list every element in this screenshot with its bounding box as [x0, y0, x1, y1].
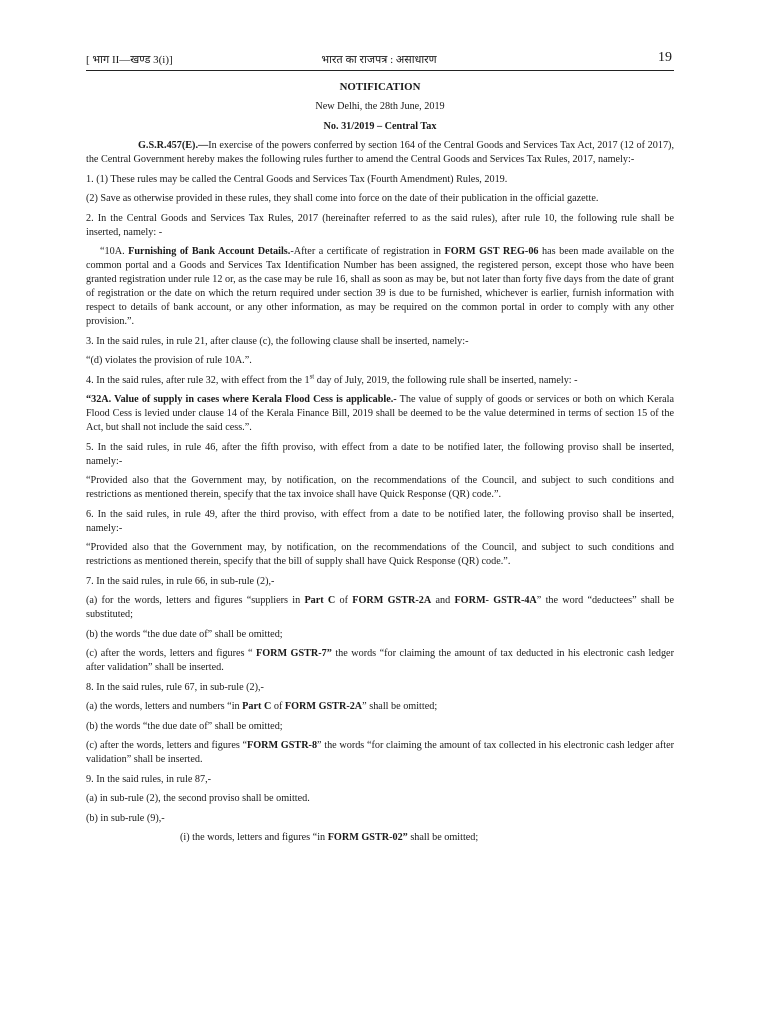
notification-date: New Delhi, the 28th June, 2019 — [315, 101, 445, 112]
paragraph-9b-i: (i) the words, letters and figures “in FORM GSTR-02” shall be omitted; — [180, 832, 479, 843]
paragraph-7c: (c) after the words, letters and figures “ FORM GSTR-7” the words “for claiming the amount of tax deducted in his electronic cash ledger after validation” shall be inserted. — [86, 648, 674, 673]
paragraph-8: 8. In the said rules, rule 67, in sub-rule (2),- — [86, 681, 264, 693]
paragraph-7: 7. In the said rules, in rule 66, in sub-rule (2),- — [86, 575, 275, 587]
gazette-title: भारत का राजपत्र : असाधारण — [321, 54, 437, 66]
rule-32a-text: “32A. Value of supply in cases where Kerala Flood Cess is applicable.- The value of supply of goods or services or both on which Kerala Flood Cess is levied under clause 14 of the Kerala Finance Bill, 2019 shall be deemed to be the value determined in terms of section 15 of the Act, but shall not include the said cess.”. — [86, 394, 674, 433]
header-rule — [86, 70, 674, 71]
page-number: 19 — [658, 50, 672, 65]
page-header — [86, 50, 672, 70]
paragraph-1-1: 1. (1) These rules may be called the Central Goods and Services Tax (Fourth Amendment) Rules, 2019. — [86, 173, 508, 185]
rule-10a-text: “10A. Furnishing of Bank Account Details.-After a certificate of registration in FORM GST REG-06 has been made available on the common portal and a Goods and Services Tax Identification Number has been assigned, the registered person, except those who have been granted registration under rule 12 or, as the case may be rule 16, shall as soon as may be, but not later than forty five days from the date of grant of registration or the date on which the return required under section 39 is due to be furnished, whichever is earlier, furnish information with respect to details of bank account, or any other information, as may be required on the common portal in order to comply with any other provision.”. — [86, 246, 674, 327]
proviso-rule-46: “Provided also that the Government may, by notification, on the recommendations of the Council, and subject to such conditions and restrictions as mentioned therein, specify that the tax invoice shall have Quick Response (QR) code.”. — [86, 475, 674, 500]
paragraph-4: 4. In the said rules, after rule 32, with effect from the 1st day of July, 2019, the following rule shall be inserted, namely: - — [86, 372, 578, 386]
paragraph-3: 3. In the said rules, in rule 21, after clause (c), the following clause shall be inserted, namely:- — [86, 335, 469, 347]
preamble-paragraph: G.S.R.457(E).—In exercise of the powers conferred by section 164 of the Central Goods and Services Tax Act, 2017 (12 of 2017), the Central Government hereby makes the following rules further to amend the Central Goods and Services Tax Rules, 2017, namely:- — [86, 140, 674, 165]
notification-title: NOTIFICATION — [339, 81, 421, 93]
paragraph-7a: (a) for the words, letters and figures “suppliers in Part C of FORM GSTR-2A and FORM- GSTR-4A” the word “deductees” shall be substituted; — [86, 595, 674, 620]
gazette-part-label: [ भाग II—खण्ड 3(i)] — [86, 54, 173, 66]
notification-number: No. 31/2019 – Central Tax — [323, 120, 437, 132]
paragraph-9a: (a) in sub-rule (2), the second proviso shall be omitted. — [86, 793, 310, 804]
paragraph-5: 5. In the said rules, in rule 46, after the fifth proviso, with effect from a date to be notified later, the following proviso shall be inserted, namely:- — [86, 441, 674, 467]
proviso-rule-49: “Provided also that the Government may, by notification, on the recommendations of the Council, and subject to such conditions and restrictions as mentioned therein, specify that the bill of supply shall have Quick Response (QR) code.”. — [86, 542, 674, 567]
paragraph-8c: (c) after the words, letters and figures “FORM GSTR-8” the words “for claiming the amount of tax collected in his electronic cash ledger after validation” shall be inserted. — [86, 740, 674, 765]
paragraph-8b: (b) the words “the due date of” shall be omitted; — [86, 720, 283, 732]
paragraph-7b: (b) the words “the due date of” shall be omitted; — [86, 628, 283, 640]
paragraph-9b: (b) in sub-rule (9),- — [86, 812, 165, 824]
paragraph-1-2: (2) Save as otherwise provided in these rules, they shall come into force on the date of their publication in the official gazette. — [86, 193, 599, 204]
paragraph-6: 6. In the said rules, in rule 49, after the third proviso, with effect from a date to be notified later, the following proviso shall be inserted, namely:- — [86, 508, 674, 534]
paragraph-2: 2. In the Central Goods and Services Tax Rules, 2017 (hereinafter referred to as the said rules), after rule 10, the following rule shall be inserted, namely: - — [86, 212, 674, 238]
clause-d-text: “(d) violates the provision of rule 10A.”. — [86, 355, 252, 366]
paragraph-9: 9. In the said rules, in rule 87,- — [86, 773, 212, 785]
document-body — [86, 80, 674, 851]
paragraph-8a: (a) the words, letters and numbers “in Part C of FORM GSTR-2A” shall be omitted; — [86, 701, 438, 712]
